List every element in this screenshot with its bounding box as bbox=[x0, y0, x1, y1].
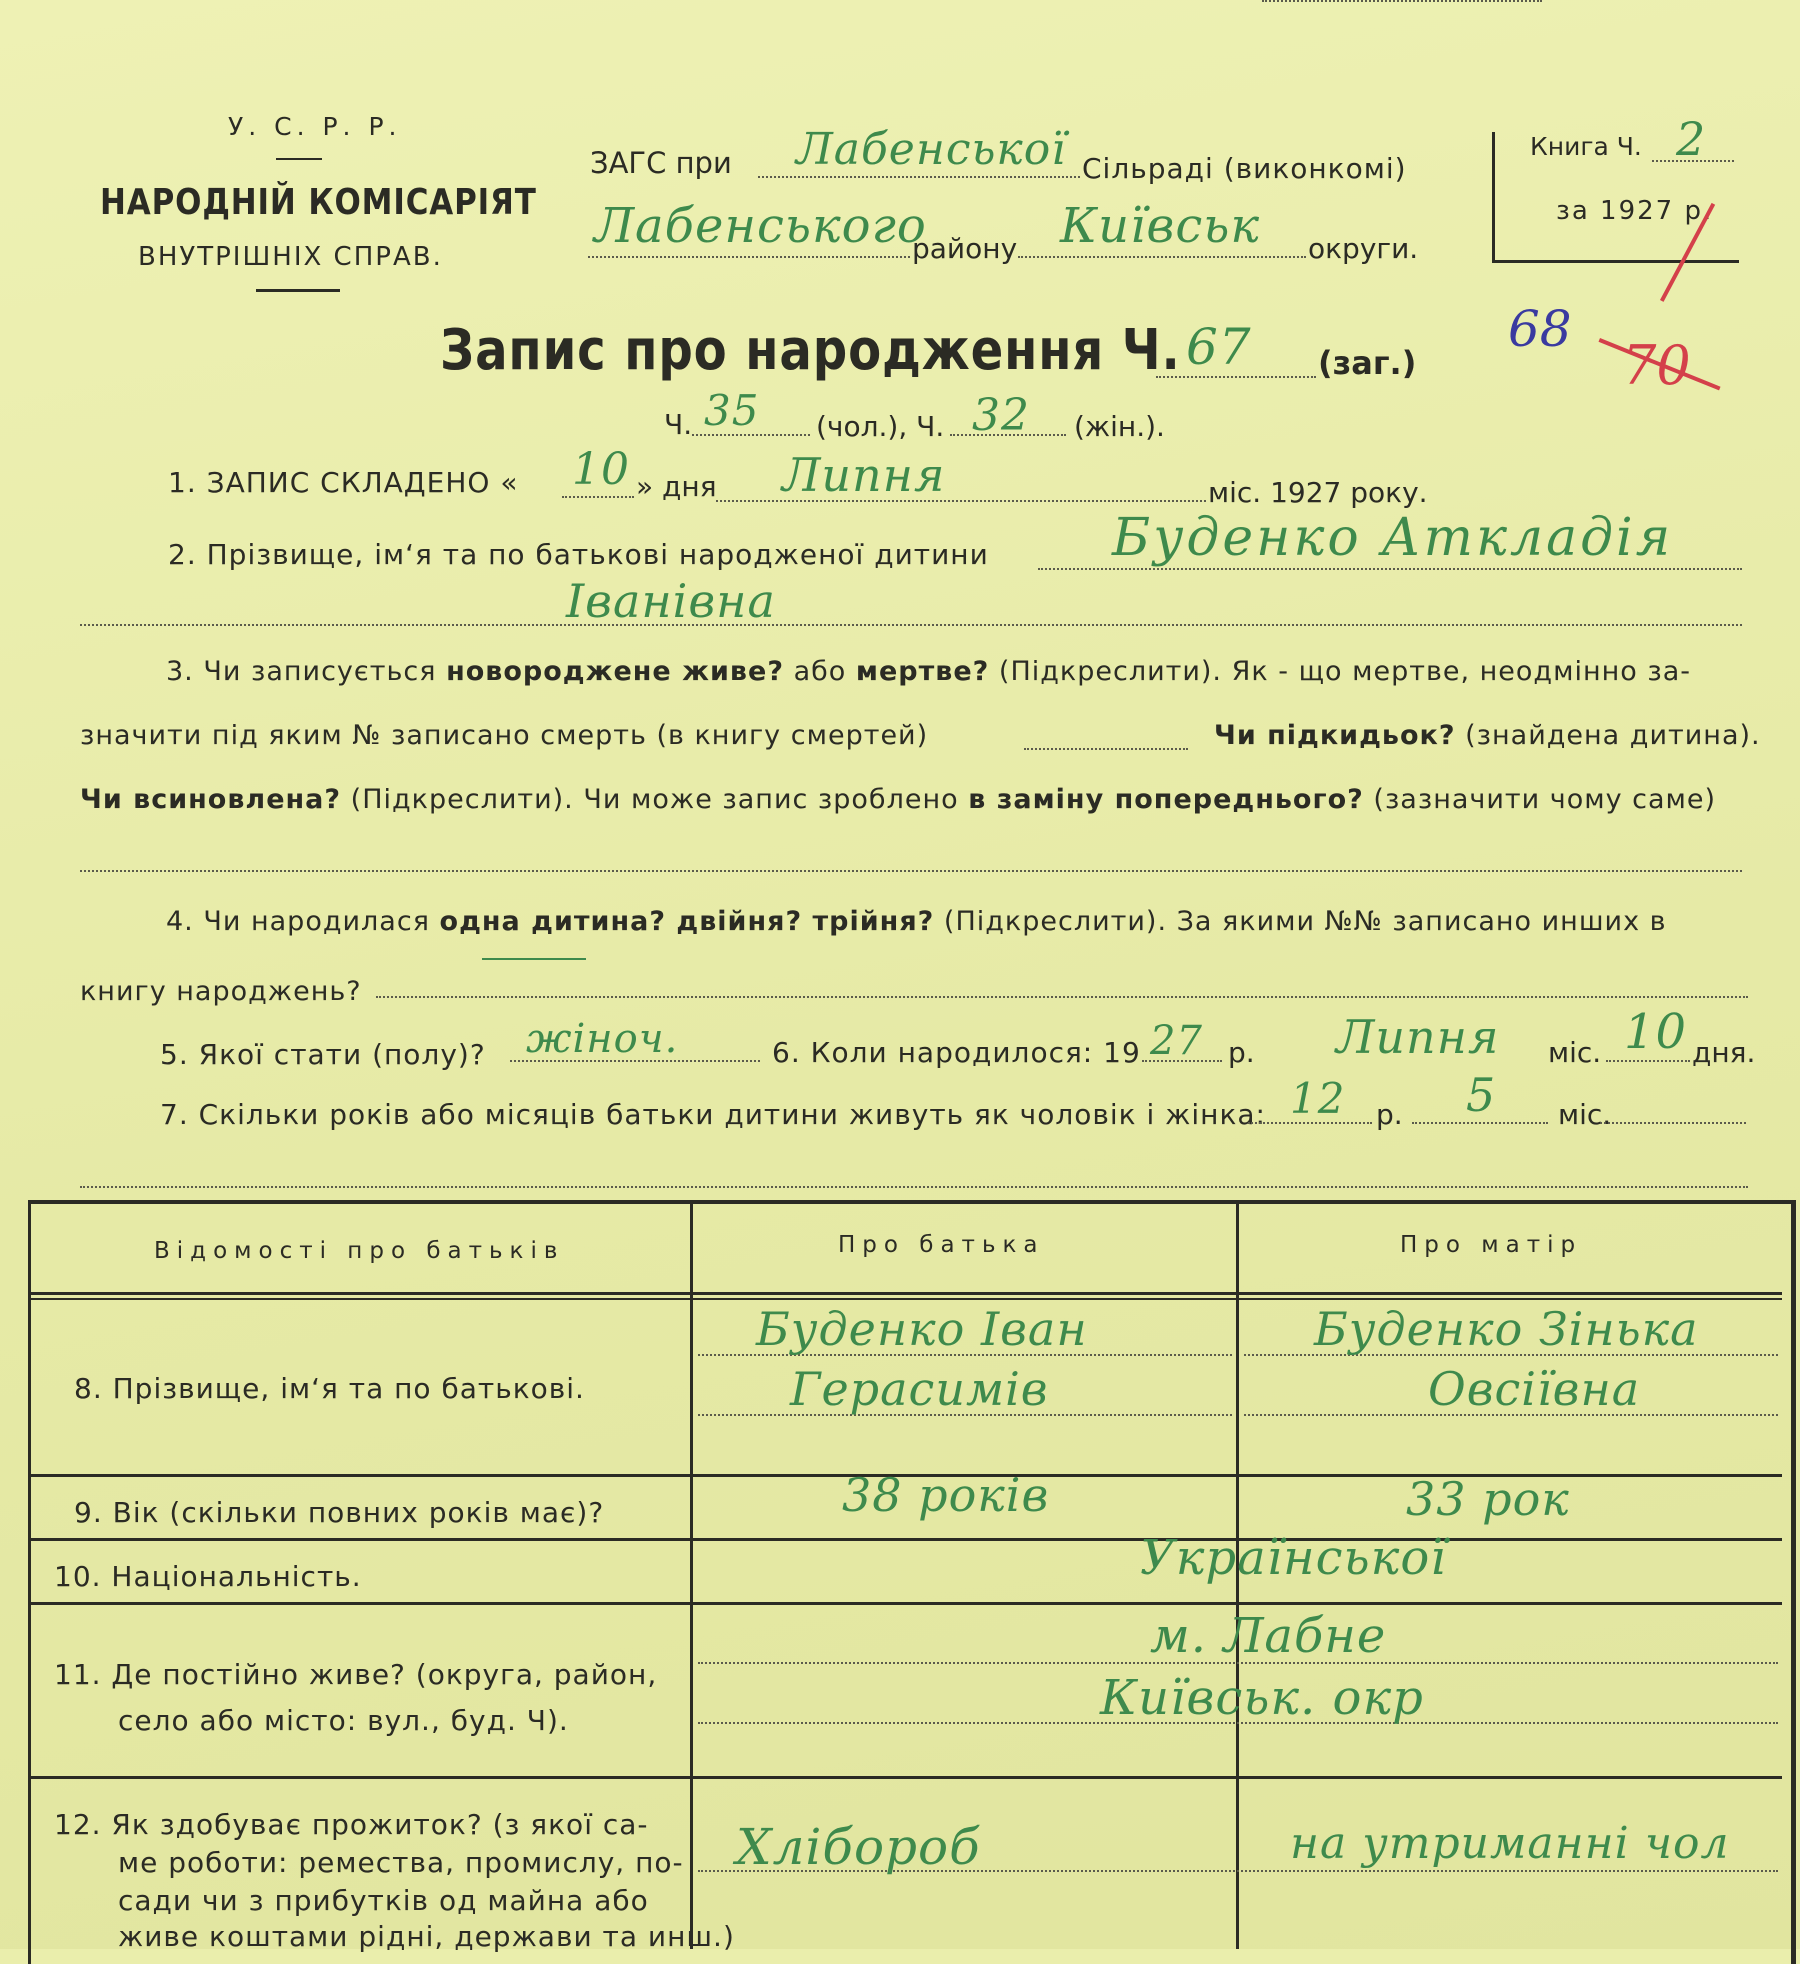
field3-line2b: Чи підкидьок? (знайдена дитина). bbox=[1214, 720, 1761, 751]
dotted-line bbox=[588, 256, 910, 258]
field1-label: 1. ЗАПИС СКЛАДЕНО « bbox=[168, 466, 519, 499]
male-label: (чол.), Ч. bbox=[816, 410, 945, 443]
male-number: 35 bbox=[704, 386, 760, 435]
mother-name-1: Буденко Зінька bbox=[1314, 1302, 1699, 1356]
father-age: 38 років bbox=[842, 1468, 1050, 1522]
book-number: 2 bbox=[1676, 112, 1707, 166]
table-header-mother: Про матір bbox=[1400, 1232, 1583, 1258]
child-name-1: Буденко Аткладія bbox=[1112, 508, 1674, 568]
okrug-label: округи. bbox=[1308, 232, 1419, 265]
field7-r: р. bbox=[1376, 1098, 1403, 1131]
ussr-heading: У. С. Р. Р. bbox=[228, 112, 402, 141]
row11-label-2: село або місто: вул., буд. Ч). bbox=[118, 1704, 569, 1737]
father-name-1: Буденко Іван bbox=[756, 1302, 1088, 1356]
field1-suffix: міс. 1927 року. bbox=[1208, 476, 1428, 509]
field5-label: 5. Якої стати (полу)? bbox=[160, 1038, 486, 1071]
field6-label: 6. Коли народилося: 19 bbox=[772, 1036, 1141, 1069]
table-column-divider bbox=[690, 1202, 693, 1949]
table-header-rule bbox=[28, 1292, 1782, 1295]
dotted-line bbox=[376, 996, 1748, 998]
father-occupation: Хлібороб bbox=[736, 1818, 981, 1876]
nationality: Української bbox=[1140, 1530, 1447, 1586]
field3-line3: Чи всиновлена? (Підкреслити). Чи може запис зроблено в заміну попереднього? (зазначити чому саме) bbox=[80, 784, 1717, 815]
dotted-line bbox=[1018, 256, 1306, 258]
council-label: Сільраді (виконкомі) bbox=[1082, 152, 1407, 185]
table-header-info: Відомості про батьків bbox=[154, 1238, 565, 1264]
table-header-rule bbox=[28, 1298, 1782, 1300]
field4-line1: 4. Чи народилася одна дитина? двійня? трійня? (Підкреслити). За якими №№ записано инших в bbox=[166, 906, 1667, 937]
okrug-value: Київськ bbox=[1060, 198, 1261, 254]
row10-label: 10. Національність. bbox=[54, 1560, 362, 1593]
zags-value: Лабенської bbox=[796, 124, 1067, 175]
field3-line2: значити під яким № записано смерть (в книгу смертей) bbox=[80, 720, 929, 751]
field6-r: р. bbox=[1228, 1036, 1255, 1069]
field7-years: 12 bbox=[1290, 1074, 1346, 1123]
field6-month: Липня bbox=[1336, 1010, 1500, 1064]
field2-label: 2. Прізвище, ім‘я та по батькові народженої дитини bbox=[168, 538, 989, 571]
divider bbox=[256, 289, 340, 292]
dotted-line bbox=[562, 496, 634, 498]
field5-value: жіноч. bbox=[526, 1016, 679, 1062]
zags-label: ЗАГС при bbox=[590, 146, 732, 180]
margin-number: 68 bbox=[1508, 300, 1572, 358]
field6-day: 10 bbox=[1624, 1004, 1688, 1060]
book-year: за 1927 р. bbox=[1556, 196, 1714, 226]
row12-label-2: ме роботи: ремества, промислу, по- bbox=[118, 1846, 684, 1879]
ministry-subtitle: ВНУТРІШНІХ СПРАВ. bbox=[138, 242, 443, 272]
divider bbox=[276, 158, 322, 160]
field6-mis: міс. bbox=[1548, 1036, 1602, 1069]
dotted-line bbox=[80, 624, 1742, 626]
dotted-line bbox=[1038, 568, 1742, 570]
dotted-line bbox=[1412, 1122, 1548, 1124]
field7-months: 5 bbox=[1466, 1068, 1497, 1122]
father-name-2: Герасимів bbox=[790, 1362, 1049, 1416]
residence-2: Київськ. окр bbox=[1100, 1670, 1424, 1726]
row8-label: 8. Прізвище, ім‘я та по батькові. bbox=[74, 1372, 585, 1405]
ministry-title: НАРОДНІЙ КОМІСАРІЯТ bbox=[100, 182, 537, 223]
field7-label: 7. Скільки років або місяців батьки дитини живуть як чоловік і жінка: bbox=[160, 1098, 1266, 1131]
table-row-rule bbox=[28, 1776, 1782, 1779]
row11-label-1: 11. Де постійно живе? (округа, район, bbox=[54, 1658, 658, 1691]
dotted-line bbox=[1606, 1060, 1690, 1062]
crossed-number: 70 bbox=[1622, 334, 1691, 397]
dotted-line bbox=[758, 176, 1080, 178]
row9-label: 9. Вік (скільки повних років має)? bbox=[74, 1496, 605, 1529]
district-label: району bbox=[912, 232, 1018, 265]
district-value: Лабенського bbox=[594, 198, 927, 254]
dotted-line bbox=[1262, 0, 1542, 2]
field6-dnya: дня. bbox=[1692, 1036, 1756, 1069]
table-row-rule bbox=[28, 1538, 1782, 1541]
record-number: 67 bbox=[1186, 318, 1252, 376]
record-title: Запис про народження Ч. bbox=[440, 318, 1181, 383]
child-name-2: Іванівна bbox=[566, 574, 776, 628]
residence-1: м. Лабне bbox=[1150, 1608, 1387, 1664]
dotted-line bbox=[80, 870, 1742, 872]
book-label: Книга Ч. bbox=[1530, 132, 1642, 161]
female-number: 32 bbox=[972, 390, 1030, 441]
table-row-rule bbox=[28, 1602, 1782, 1605]
field3-line1: 3. Чи записується новороджене живе? або мертве? (Підкреслити). Як - що мертве, неодмінно за- bbox=[166, 656, 1692, 687]
row12-label-1: 12. Як здобуває прожиток? (з якої са- bbox=[54, 1808, 649, 1841]
row12-label-4: живе коштами рідні, держави та инш.) bbox=[118, 1920, 735, 1953]
field4-line2: книгу народжень? bbox=[80, 976, 362, 1007]
field1-day: 10 bbox=[572, 444, 630, 495]
row12-label-3: сади чи з прибутків од майна або bbox=[118, 1884, 649, 1917]
field7-mis: міс. bbox=[1558, 1098, 1612, 1131]
mother-age: 33 рок bbox=[1406, 1472, 1570, 1526]
mother-name-2: Овсіївна bbox=[1428, 1362, 1641, 1416]
dotted-line bbox=[1600, 1122, 1746, 1124]
dotted-line bbox=[1024, 748, 1188, 750]
mother-occupation: на утриманні чол bbox=[1290, 1818, 1730, 1869]
record-suffix: (заг.) bbox=[1318, 344, 1417, 382]
female-label: (жін.). bbox=[1074, 410, 1165, 443]
dotted-line bbox=[1156, 376, 1316, 378]
underline-mark bbox=[482, 958, 586, 960]
field1-month: Липня bbox=[782, 448, 946, 502]
field1-mid: » дня bbox=[636, 470, 717, 503]
field6-year: 27 bbox=[1150, 1018, 1203, 1064]
male-prefix: Ч. bbox=[664, 408, 693, 441]
dotted-line bbox=[80, 1186, 1748, 1188]
table-header-father: Про батька bbox=[838, 1232, 1045, 1258]
